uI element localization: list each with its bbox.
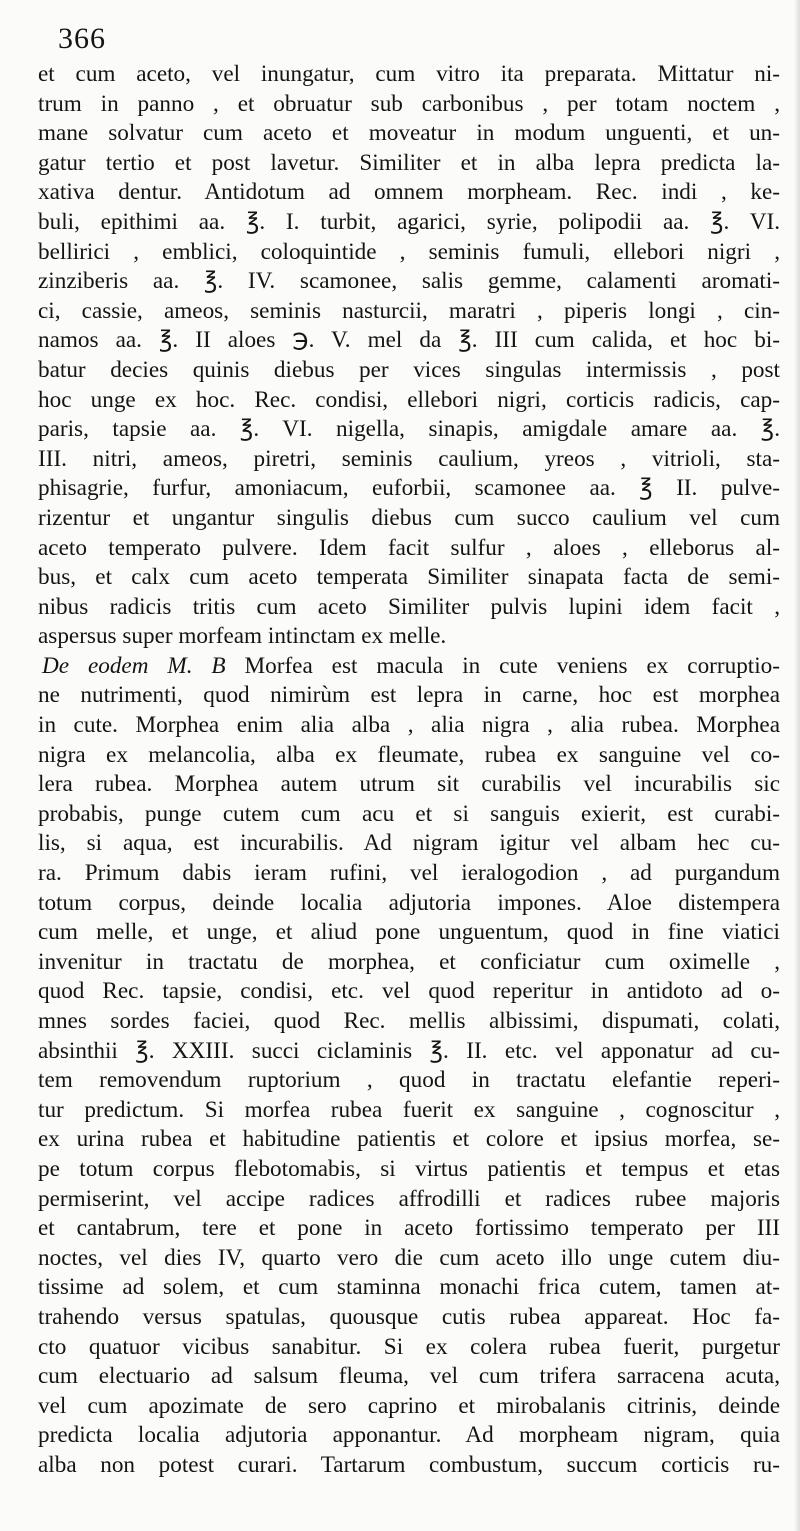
text-line: tur predictum. Si morfea rubea fuerit ex sanguine , cognoscitur , bbox=[38, 1096, 780, 1123]
text-line: quod Rec. tapsie, condisi, etc. vel quod reperitur in antidoto ad o- bbox=[38, 978, 780, 1005]
text-line: tem removendum ruptorium , quod in tractatu elefantie reperi- bbox=[38, 1067, 780, 1094]
text-line: ex urina rubea et habitudine patientis et colore et ipsius morfea, se- bbox=[38, 1126, 780, 1153]
text-line: nigra ex melancolia, alba ex fleumate, rubea ex sanguine vel co- bbox=[38, 741, 780, 768]
text-line: vel cum apozimate de sero caprino et mirobalanis citrinis, deinde bbox=[38, 1392, 780, 1419]
text-line: predicta localia adjutoria apponantur. Ad morpheam nigram, quia bbox=[38, 1422, 780, 1449]
text-line: bellirici , emblici, coloquintide , seminis fumuli, ellebori nigri , bbox=[38, 238, 780, 265]
text-line: trum in panno , et obruatur sub carbonibus , per totam noctem , bbox=[38, 90, 780, 117]
text-line: absinthii ℥. XXIII. succi ciclaminis ℥. II. etc. vel apponatur ad cu- bbox=[38, 1037, 780, 1064]
text-line: permiserint, vel accipe radices affrodilli et radices rubee majoris bbox=[38, 1185, 780, 1212]
text-line: noctes, vel dies IV, quarto vero die cum aceto illo unge cutem diu- bbox=[38, 1244, 780, 1271]
text-line: ne nutrimenti, quod nimirùm est lepra in carne, hoc est morphea bbox=[38, 682, 780, 709]
text-line: cum electuario ad salsum fleuma, vel cum trifera sarracena acuta, bbox=[38, 1363, 780, 1390]
body-text bbox=[38, 60, 780, 1481]
text-line: phisagrie, furfur, amoniacum, euforbii, scamonee aa. ℥ II. pulve- bbox=[38, 475, 780, 502]
text-line: alba non potest curari. Tartarum combustum, succum corticis ru- bbox=[38, 1451, 780, 1478]
text-line: lera rubea. Morphea autem utrum sit curabilis vel incurabilis sic bbox=[38, 771, 780, 798]
text-line: III. nitri, ameos, piretri, seminis caulium, yreos , vitrioli, sta- bbox=[38, 445, 780, 472]
page-edge-shadow bbox=[794, 0, 800, 1531]
section-lead: De eodem M. B bbox=[42, 652, 226, 679]
text-line: paris, tapsie aa. ℥. VI. nigella, sinapis, amigdale amare aa. ℥. bbox=[38, 416, 780, 443]
text-line: namos aa. ℥. II aloes ℈. V. mel da ℥. III cum calida, et hoc bi- bbox=[38, 327, 780, 354]
text-line: et cum aceto, vel inungatur, cum vitro ita preparata. Mittatur ni- bbox=[38, 61, 780, 87]
text-line: ra. Primum dabis ieram rufini, vel ieralogodion , ad purgandum bbox=[38, 860, 780, 887]
text-line: ci, cassie, ameos, seminis nasturcii, maratri , piperis longi , cin- bbox=[38, 297, 780, 324]
text-line: buli, epithimi aa. ℥. I. turbit, agarici, syrie, polipodii aa. ℥. VI. bbox=[38, 208, 780, 235]
text-line: bus, et calx cum aceto temperata Similiter sinapata facta de semi- bbox=[38, 564, 780, 591]
text-line: totum corpus, deinde localia adjutoria impones. Aloe distempera bbox=[38, 889, 780, 916]
text-line: in cute. Morphea enim alia alba , alia nigra , alia rubea. Morphea bbox=[38, 712, 780, 739]
text-line: aspersus super morfeam intinctam ex melle. bbox=[38, 623, 447, 650]
text-line: cum melle, et unge, et aliud pone unguentum, quod in fine viatici bbox=[38, 919, 780, 946]
text-line: zinziberis aa. ℥. IV. scamonee, salis gemme, calamenti aromati- bbox=[38, 268, 780, 295]
section-heading-line: De eodem M. B Morfea est macula in cute veniens ex corruptio- bbox=[42, 652, 780, 679]
text-line: cto quatuor vicibus sanabitur. Si ex colera rubea fuerit, purgetur bbox=[38, 1333, 780, 1360]
text-line: xativa dentur. Antidotum ad omnem morpheam. Rec. indi , ke- bbox=[38, 179, 780, 206]
text-line: et cantabrum, tere et pone in aceto fortissimo temperato per III bbox=[38, 1215, 780, 1242]
text-line: mnes sordes faciei, quod Rec. mellis albissimi, dispumati, colati, bbox=[38, 1008, 780, 1034]
text-line: probabis, punge cutem cum acu et si sanguis exierit, est curabi- bbox=[38, 800, 780, 827]
text-line: mane solvatur cum aceto et moveatur in modum unguenti, et un- bbox=[38, 120, 780, 147]
text-line: hoc unge ex hoc. Rec. condisi, ellebori nigri, corticis radicis, cap- bbox=[38, 386, 780, 413]
text-line: pe totum corpus flebotomabis, si virtus patientis et tempus et etas bbox=[38, 1155, 780, 1182]
text-line: rizentur et ungantur singulis diebus cum succo caulium vel cum bbox=[38, 504, 780, 531]
text-line: lis, si aqua, est incurabilis. Ad nigram igitur vel albam hec cu- bbox=[38, 830, 780, 857]
page-number: 366 bbox=[58, 22, 106, 55]
text-line: trahendo versus spatulas, quousque cutis rubea appareat. Hoc fa- bbox=[38, 1303, 780, 1330]
text-line: gatur tertio et post lavetur. Similiter et in alba lepra predicta la- bbox=[38, 149, 780, 176]
text-line: tissime ad solem, et cum staminna monachi frica cutem, tamen at- bbox=[38, 1274, 780, 1301]
text-line: batur decies quinis diebus per vices singulas intermissis , post bbox=[38, 356, 780, 383]
text-line: aceto temperato pulvere. Idem facit sulfur , aloes , elleborus al- bbox=[38, 534, 780, 561]
text-line: nibus radicis tritis cum aceto Similiter pulvis lupini idem facit , bbox=[38, 593, 780, 620]
text-line: invenitur in tractatu de morphea, et conficiatur cum oximelle , bbox=[38, 948, 780, 975]
